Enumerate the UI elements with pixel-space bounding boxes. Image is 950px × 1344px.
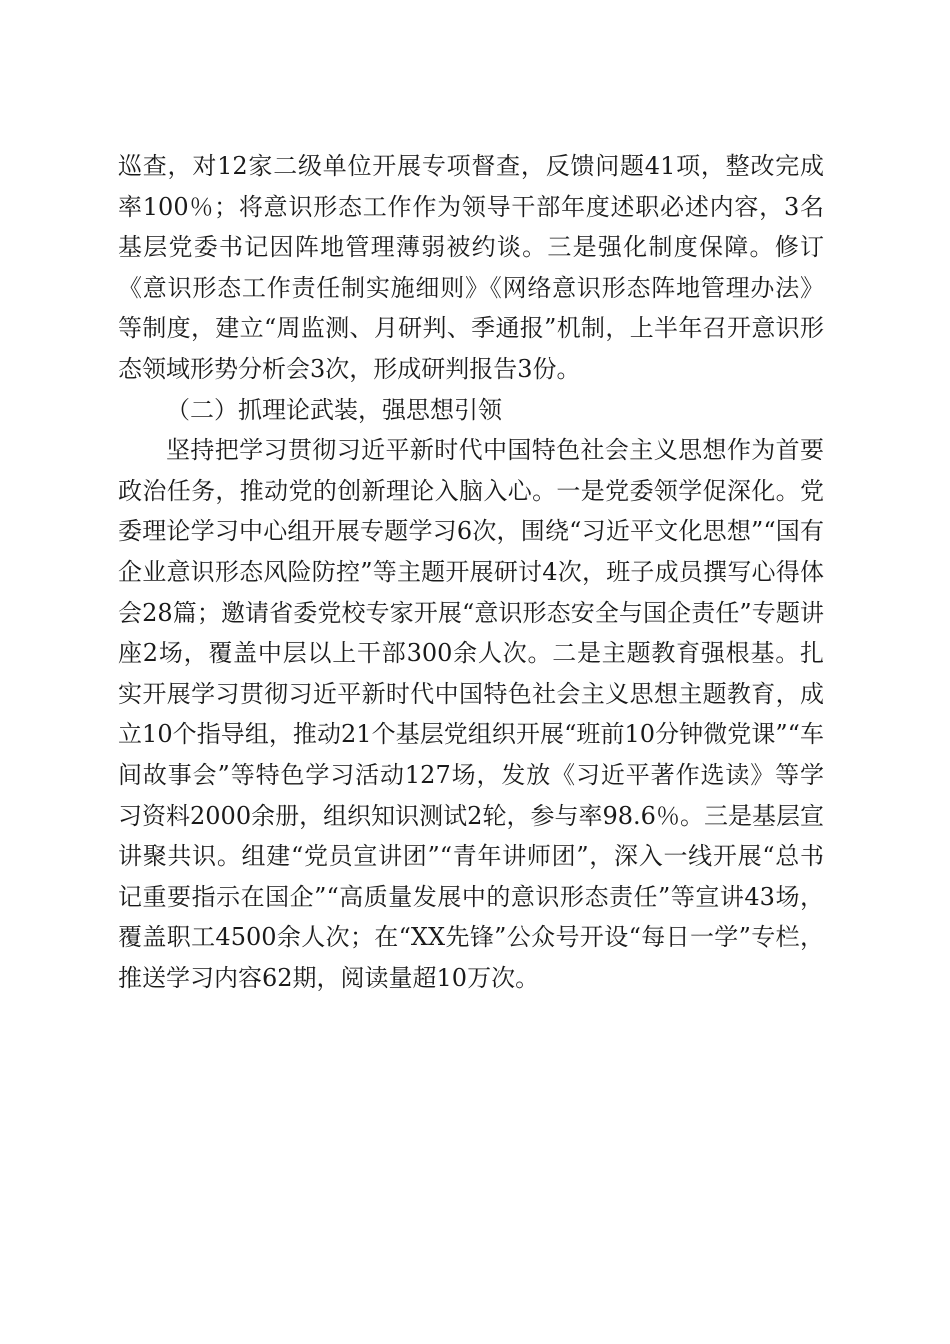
section-heading: （二）抓理论武装，强思想引领 (166, 395, 502, 424)
paragraph-continued: 巡查，对12家二级单位开展专项督查，反馈问题41项，整改完成率100％；将意识形态工作作为领导干部年度述职必述内容，3名基层党委书记因阵地管理薄弱被约谈。三是强化制度保障。修订《意识形态工作责任制实施细则》《网络意识形态阵地管理办法》等制度，建立“周监测、月研判、季通报”机制，上半年召开意识形态领域形势分析会3次，形成研判报告3份。 (118, 152, 824, 383)
document-body (118, 146, 824, 998)
paragraph-main: 坚持把学习贯彻习近平新时代中国特色社会主义思想作为首要政治任务，推动党的创新理论入脑入心。一是党委领学促深化。党委理论学习中心组开展专题学习6次，围绕“习近平文化思想”“国有企业意识形态风险防控”等主题开展研讨4次，班子成员撰写心得体会28篇；邀请省委党校专家开展“意识形态安全与国企责任”专题讲座2场，覆盖中层以上干部300余人次。二是主题教育强根基。扎实开展学习贯彻习近平新时代中国特色社会主义思想主题教育，成立10个指导组，推动21个基层党组织开展“班前10分钟微党课”“车间故事会”等特色学习活动127场，发放《习近平著作选读》等学习资料2000余册，组织知识测试2轮，参与率98.6％。三是基层宣讲聚共识。组建“党员宣讲团”“青年讲师团”，深入一线开展“总书记重要指示在国企”“高质量发展中的意识形态责任”等宣讲43场，覆盖职工4500余人次；在“XX先锋”公众号开设“每日一学”专栏，推送学习内容62期，阅读量超10万次。 (118, 436, 824, 992)
